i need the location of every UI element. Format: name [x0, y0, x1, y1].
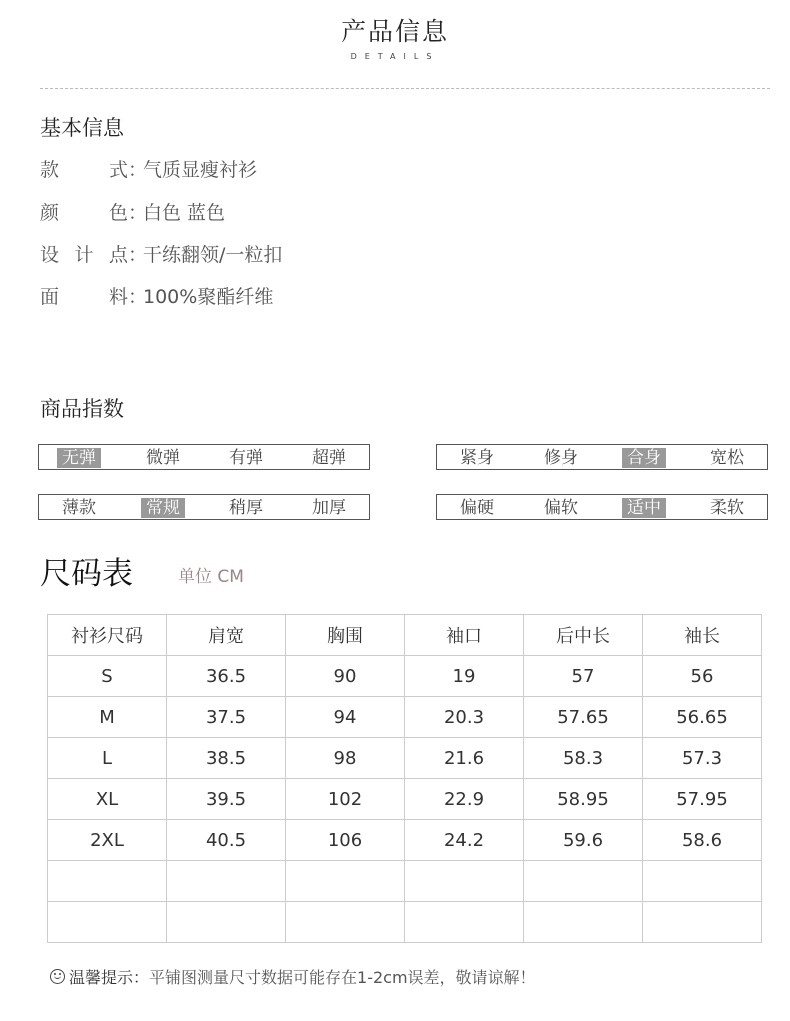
info-colon: ：: [128, 244, 148, 266]
table-cell-blank: [48, 902, 167, 943]
info-value: 100%聚酯纤维: [143, 286, 274, 308]
info-row: [40, 282, 273, 309]
table-row: [48, 656, 762, 697]
table-cell: 20.3: [405, 697, 524, 738]
tip-label: 温馨提示：: [69, 968, 150, 987]
table-cell-blank: [48, 861, 167, 902]
table-cell: 102: [286, 779, 405, 820]
table-cell: 58.3: [524, 738, 643, 779]
table-cell: 56: [643, 656, 762, 697]
size-table-header-cell: 肩宽: [167, 615, 286, 656]
index-option: 宽松: [710, 448, 744, 468]
table-cell: 58.6: [643, 820, 762, 861]
info-value: 干练翻领/一粒扣: [143, 244, 283, 266]
size-table-header: [48, 615, 762, 656]
table-cell-blank: [286, 902, 405, 943]
table-cell: 38.5: [167, 738, 286, 779]
info-colon: ：: [128, 159, 148, 181]
table-cell: 57.3: [643, 738, 762, 779]
table-cell-blank: [405, 861, 524, 902]
size-table: [47, 614, 762, 943]
dashed-divider: [40, 88, 770, 89]
table-cell-blank: [167, 861, 286, 902]
size-chart-title: 尺码表: [40, 556, 133, 592]
table-cell: 58.95: [524, 779, 643, 820]
index-option: 紧身: [460, 448, 494, 468]
size-table-header-cell: 袖长: [643, 615, 762, 656]
index-option: 超弹: [312, 448, 346, 468]
table-cell: L: [48, 738, 167, 779]
table-cell: 40.5: [167, 820, 286, 861]
table-cell: XL: [48, 779, 167, 820]
table-cell: 57.95: [643, 779, 762, 820]
info-value: 白色 蓝色: [143, 202, 226, 224]
table-cell: 21.6: [405, 738, 524, 779]
table-cell-blank: [643, 861, 762, 902]
table-cell: 39.5: [167, 779, 286, 820]
index-option: 修身: [544, 448, 578, 468]
info-colon: ：: [128, 286, 148, 308]
index-option: 微弹: [146, 448, 180, 468]
index-scale-elasticity: [38, 444, 370, 470]
table-row-blank: [48, 902, 762, 943]
size-table-header-cell: 袖口: [405, 615, 524, 656]
index-option-selected: 常规: [141, 498, 185, 518]
table-cell: 98: [286, 738, 405, 779]
table-cell: 57.65: [524, 697, 643, 738]
page-subtitle: DETAILS: [350, 52, 440, 61]
table-cell: 90: [286, 656, 405, 697]
table-cell-blank: [643, 902, 762, 943]
table-cell-blank: [405, 902, 524, 943]
table-cell-blank: [167, 902, 286, 943]
table-cell: M: [48, 697, 167, 738]
table-row: [48, 779, 762, 820]
table-cell-blank: [524, 902, 643, 943]
index-title: 商品指数: [40, 397, 124, 421]
index-option: 薄款: [62, 498, 96, 518]
table-cell: S: [48, 656, 167, 697]
table-cell: 37.5: [167, 697, 286, 738]
table-row: [48, 738, 762, 779]
info-row: [40, 240, 282, 267]
index-scale-fit: [436, 444, 768, 470]
table-row: [48, 697, 762, 738]
table-cell: 36.5: [167, 656, 286, 697]
index-scale-thickness: [38, 494, 370, 520]
index-option: 加厚: [312, 498, 346, 518]
info-row: [40, 198, 225, 225]
index-option-selected: 无弹: [57, 448, 101, 468]
index-option: 稍厚: [229, 498, 263, 518]
table-cell: 24.2: [405, 820, 524, 861]
table-cell-blank: [286, 861, 405, 902]
size-table-header-cell: 后中长: [524, 615, 643, 656]
index-option: 偏软: [544, 498, 578, 518]
table-cell: 2XL: [48, 820, 167, 861]
size-chart-unit: 单位 CM: [178, 567, 244, 587]
tip: [50, 965, 536, 988]
size-table-header-cell: 胸围: [286, 615, 405, 656]
tip-text: 平铺图测量尺寸数据可能存在1-2cm误差，敬请谅解！: [149, 968, 536, 987]
smile-icon: [50, 969, 65, 984]
index-option: 偏硬: [460, 498, 494, 518]
table-cell: 57: [524, 656, 643, 697]
table-cell: 22.9: [405, 779, 524, 820]
index-option-selected: 适中: [622, 498, 666, 518]
table-cell: 106: [286, 820, 405, 861]
index-option: 柔软: [710, 498, 744, 518]
table-row-blank: [48, 861, 762, 902]
table-cell: 56.65: [643, 697, 762, 738]
info-label: 颜 色: [40, 202, 128, 224]
info-colon: ：: [128, 202, 148, 224]
table-row: [48, 820, 762, 861]
index-option: 有弹: [229, 448, 263, 468]
info-label: 面 料: [40, 286, 128, 308]
basic-info-title: 基本信息: [40, 116, 124, 140]
info-value: 气质显瘦衬衫: [143, 159, 258, 181]
info-label: 款 式: [40, 159, 128, 181]
index-option-selected: 合身: [622, 448, 666, 468]
size-table-header-cell: 衬衫尺码: [48, 615, 167, 656]
info-row: [40, 155, 257, 182]
index-scale-softness: [436, 494, 768, 520]
page-title: 产品信息: [340, 17, 449, 46]
table-cell: 94: [286, 697, 405, 738]
table-cell-blank: [524, 861, 643, 902]
table-cell: 19: [405, 656, 524, 697]
info-label: 设 计 点: [40, 244, 128, 266]
table-cell: 59.6: [524, 820, 643, 861]
